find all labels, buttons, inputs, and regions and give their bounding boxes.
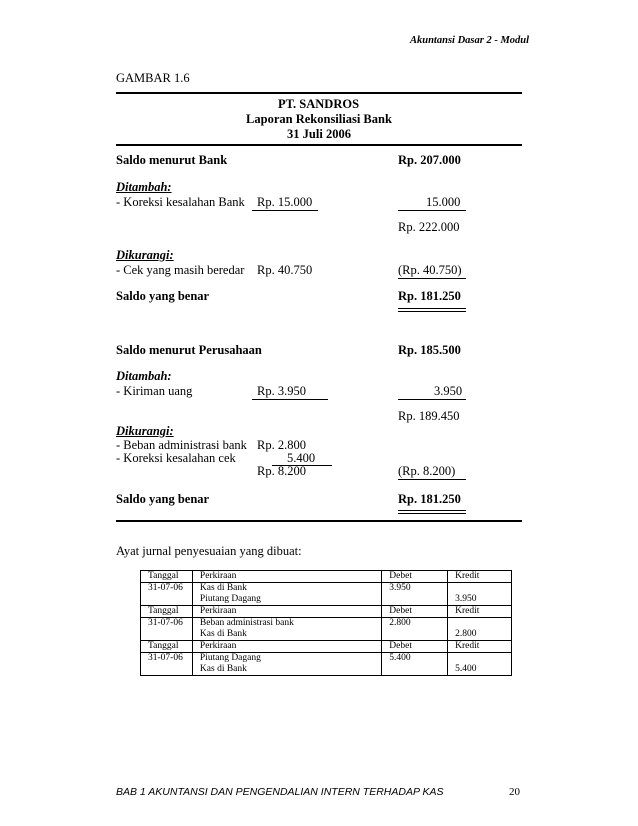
company-less-item-1-amount: Rp. 2.800	[257, 438, 306, 452]
company-benar-double-underline-1	[398, 510, 466, 511]
entry-credit: 5.400	[448, 664, 512, 676]
section-end-rule	[116, 520, 522, 522]
bank-ditambah-label: Ditambah:	[116, 180, 172, 194]
company-add-total-underline	[398, 399, 466, 400]
entry-debit: 5.400	[382, 653, 448, 665]
col-tanggal: Tanggal	[141, 571, 193, 583]
company-dikurangi-label: Dikurangi:	[116, 424, 174, 438]
entry-debit: 2.800	[382, 618, 448, 630]
journal-row	[141, 664, 512, 676]
bank-less-total: (Rp. 40.750)	[398, 263, 462, 277]
journal-row	[141, 583, 512, 595]
figure-label: GAMBAR 1.6	[116, 71, 190, 85]
company-less-total-underline	[398, 479, 466, 480]
company-less-total: (Rp. 8.200)	[398, 464, 456, 478]
journal-row	[141, 629, 512, 641]
company-less-item-2-amount: 5.400	[287, 451, 316, 465]
bank-add-item-label: - Koreksi kesalahan Bank	[116, 195, 245, 209]
company-less-item-2-label: - Koreksi kesalahan cek	[116, 451, 236, 465]
company-benar-label: Saldo yang benar	[116, 492, 210, 506]
bank-subtotal: Rp. 222.000	[398, 220, 460, 234]
journal-row	[141, 594, 512, 606]
bank-benar-value: Rp. 181.250	[398, 289, 461, 303]
entry-debit-account: Beban administrasi bank	[192, 618, 381, 630]
footer-chapter: BAB 1 AKUNTANSI DAN PENGENDALIAN INTERN TERHADAP KAS	[116, 786, 444, 798]
company-benar-value: Rp. 181.250	[398, 492, 461, 506]
bank-less-item-label: - Cek yang masih beredar	[116, 263, 245, 277]
running-header: Akuntansi Dasar 2 - Modul	[410, 35, 530, 46]
company-add-item-underline	[252, 399, 328, 400]
entry-credit: 2.800	[448, 629, 512, 641]
bank-add-total: 15.000	[426, 195, 461, 209]
heading-rule	[116, 144, 522, 146]
bank-benar-label: Saldo yang benar	[116, 289, 210, 303]
entry-date: 31-07-06	[141, 653, 193, 665]
company-add-total: 3.950	[434, 384, 463, 398]
col-perkiraan: Perkiraan	[192, 571, 381, 583]
report-date: 31 Juli 2006	[287, 127, 351, 141]
bank-saldo-label: Saldo menurut Bank	[116, 153, 228, 167]
company-benar-double-underline-2	[398, 513, 466, 514]
entry-debit: 3.950	[382, 583, 448, 595]
entry-credit: 3.950	[448, 594, 512, 606]
top-rule	[116, 92, 522, 94]
entry-debit-account: Piutang Dagang	[192, 653, 381, 665]
bank-benar-double-underline-1	[398, 308, 466, 309]
company-add-item-label: - Kiriman uang	[116, 384, 193, 398]
company-subtotal: Rp. 189.450	[398, 409, 460, 423]
report-company: PT. SANDROS	[277, 97, 360, 111]
bank-less-item-amount: Rp. 40.750	[257, 263, 313, 277]
journal-header-row	[141, 571, 512, 583]
entry-credit-account: Kas di Bank	[192, 629, 381, 641]
journal-row	[141, 618, 512, 630]
company-ditambah-label: Ditambah:	[116, 369, 172, 383]
company-saldo-label: Saldo menurut Perusahaan	[116, 343, 262, 357]
journal-header-row: Tanggal Perkiraan Debet Kredit	[141, 606, 512, 618]
company-less-sum: Rp. 8.200	[257, 464, 306, 478]
page-number: 20	[509, 786, 520, 798]
entry-date: 31-07-06	[141, 618, 193, 630]
bank-less-total-underline	[398, 278, 466, 279]
company-add-item-amount: Rp. 3.950	[257, 384, 306, 398]
bank-dikurangi-label: Dikurangi:	[116, 248, 174, 262]
entry-date: 31-07-06	[141, 583, 193, 595]
col-debet: Debet	[382, 571, 448, 583]
journal-header-row: Tanggal Perkiraan Debet Kredit	[141, 641, 512, 653]
journal-row	[141, 653, 512, 665]
entry-debit-account: Kas di Bank	[192, 583, 381, 595]
entry-credit-account: Piutang Dagang	[192, 594, 381, 606]
report-title: Laporan Rekonsiliasi Bank	[246, 112, 392, 126]
bank-add-total-underline	[398, 210, 466, 211]
entry-credit-account: Kas di Bank	[192, 664, 381, 676]
bank-benar-double-underline-2	[398, 311, 466, 312]
journal-intro: Ayat jurnal penyesuaian yang dibuat:	[116, 544, 302, 558]
company-less-item-1-label: - Beban administrasi bank	[116, 438, 247, 452]
col-kredit: Kredit	[448, 571, 512, 583]
company-saldo-value: Rp. 185.500	[398, 343, 461, 357]
bank-saldo-value: Rp. 207.000	[398, 153, 461, 167]
journal-table	[140, 570, 512, 676]
bank-add-item-underline	[252, 210, 318, 211]
bank-add-item-amount: Rp. 15.000	[257, 195, 313, 209]
